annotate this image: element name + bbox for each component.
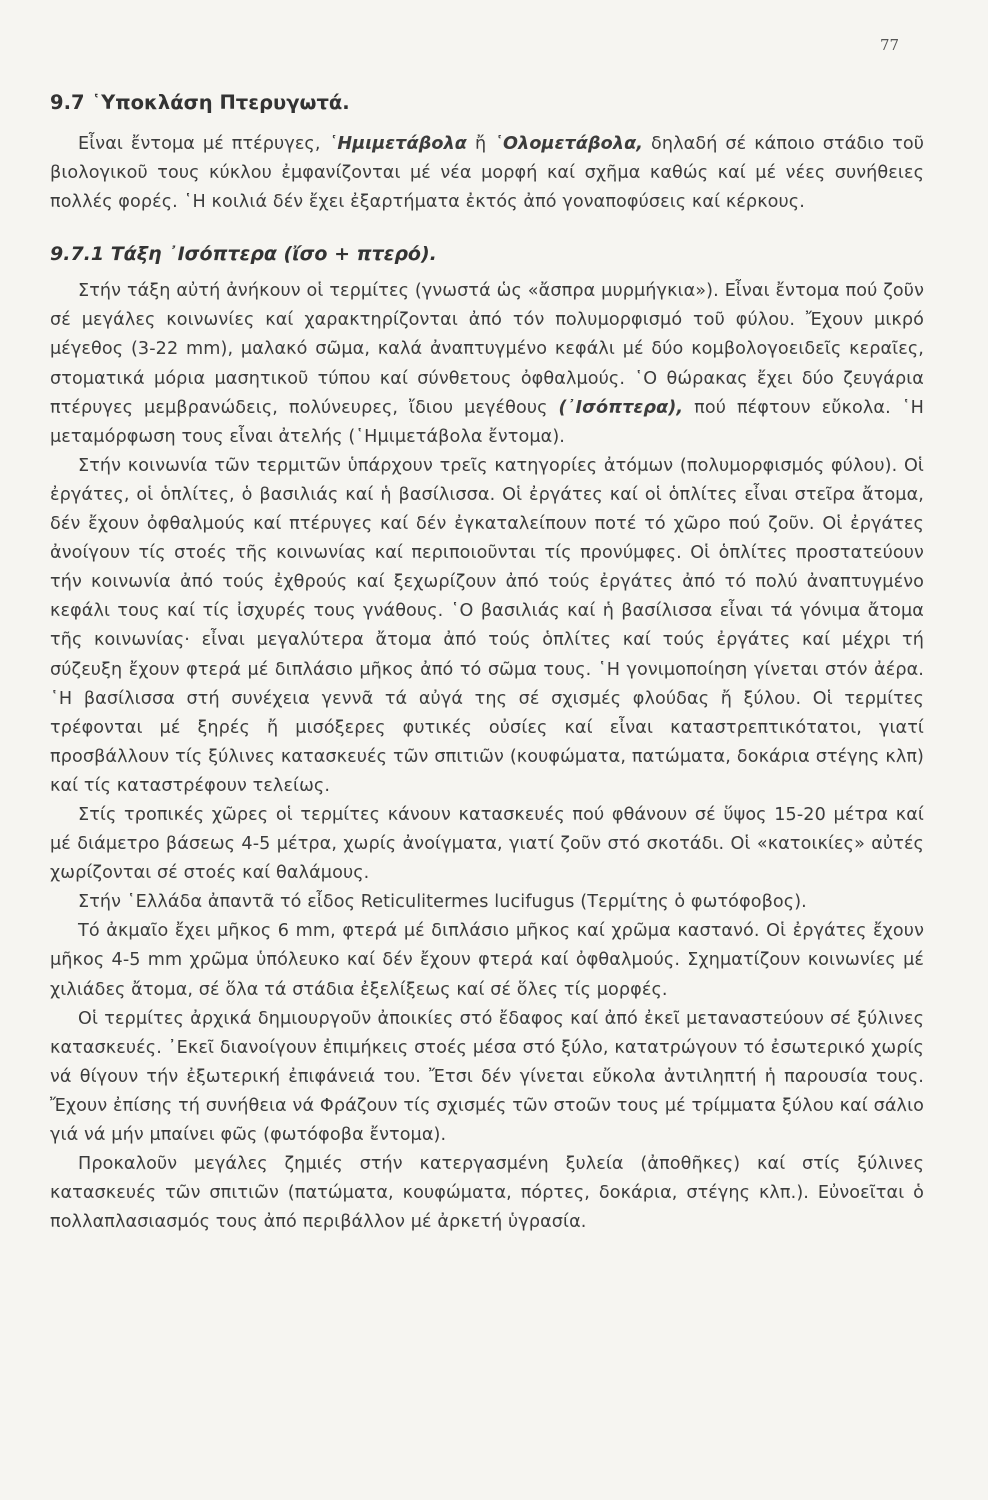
section-title: 9.7 ῾Υποκλάση Πτερυγωτά. [50, 91, 350, 114]
intro-paragraph [50, 130, 924, 217]
term-hemimetabola: ῾Ημιμετάβολα [328, 134, 467, 154]
paragraph-tropical: Στίς τροπικές χῶρες οἱ τερμίτες κάνουν κατασκευές πού φθάνουν σέ ὕψος 15-20 μέτρα καί μέ διάμετρο βάσεως 4-5 μέτρα, χωρίς ἀνοίγματα, γιατί ζοῦν στό σκοτάδι. Οἱ «κατοικίες» αὐτές χωρίζονται σέ στοές καί θαλάμους. [50, 804, 924, 884]
paragraph1-before: Στήν τάξη αὐτή ἀνήκουν οἱ τερμίτες (γνωστά ὡς «ἄσπρα μυρμήγκια»). Εἶναι ἔντομα πού ζοῦν σέ μεγάλες κοινωνίες καί χαρακτηρίζονται ἀπό τόν πολυμορφισμό τοῦ φύλου. Ἔχουν μικρό μέγεθος (3-22 mm), μαλακό σῶμα, καλά ἀναπτυγμένο κεφάλι μέ δύο κομβολογοειδεῖς κεραῖες, στοματικά μόρια μασητικοῦ τύπου καί σύνθετους ὀφθαλμούς. ῾Ο θώρακας ἔχει δύο ζευγάρια πτέρυγες μεμβρανώδεις, πολύνευρες, ἴδιου μεγέθους [50, 281, 924, 418]
paragraph-adult: Τό ἀκμαῖο ἔχει μῆκος 6 mm, φτερά μέ διπλάσιο μῆκος καί χρῶμα καστανό. Οἱ ἐργάτες ἔχουν μῆκος 4-5 mm χρῶμα ὑπόλευκο καί δέν ἔχουν φτερά καί ὀφθαλμούς. Σχηματίζουν κοινωνίες μέ χιλιάδες ἄτομα, σέ ὅλα τά στάδια ἐξελίξεως καί σέ ὅλες τίς μορφές. [50, 921, 924, 1000]
paragraph1-after: πού πέφτουν εὔκολα. ῾Η μεταμόρφωση τους εἶναι ἀτελής (῾Ημιμετάβολα ἔντομα). [50, 397, 924, 447]
page-content [50, 88, 924, 1237]
paragraph-society: Στήν κοινωνία τῶν τερμιτῶν ὑπάρχουν τρεῖς κατηγορίες ἀτόμων (πολυμορφισμός φύλου). Οἱ ἐργάτες, οἱ ὁπλίτες, ὁ βασιλιάς καί ἡ βασίλισσα. Οἱ ἐργάτες καί οἱ ὁπλίτες εἶναι στεῖρα ἄτομα, δέν ἔχουν ὀφθαλμούς καί πτέρυγες καί δέν ἐγκαταλείπουν ποτέ τό χῶρο πού ζοῦν. Οἱ ἐργάτες ἀνοίγουν τίς στοές τῆς κοινωνίας καί περιποιοῦνται τίς προνύμφες. Οἱ ὁπλίτες προστατεύουν τήν κοινωνία ἀπό τούς ἐχθρούς καί ξεχωρίζουν ἀπό τούς ἐργάτες ἀπό τό πολύ ἀναπτυγμένο κεφάλι τους καί τίς ἰσχυρές τους γνάθους. ῾Ο βασιλιάς καί ἡ βασίλισσα εἶναι τά γόνιμα ἄτομα τῆς κοινωνίας· εἶναι μεγαλύτερα ἄτομα ἀπό τούς ὁπλίτες καί τούς ἐργάτες καί μέχρι τή σύζευξη ἔχουν φτερά μέ διπλάσιο μῆκος ἀπό τό σῶμα τους. ῾Η γονιμοποίηση γίνεται στόν ἀέρα. ῾Η βασίλισσα στή συνέχεια γεννᾶ τά αὐγά της σέ σχισμές φλούδας ἤ ξύλου. Οἱ τερμίτες τρέφονται μέ ξηρές ἤ μισόξερες φυτικές οὐσίες καί εἶναι καταστρεπτικότατοι, γιατί προσβάλλουν τίς ξύλινες κατασκευές τῶν σπιτιῶν (κουφώματα, πατώματα, δοκάρια στέγης κλπ) καί τίς καταστρέφουν τελείως. [50, 455, 924, 796]
intro-text-mid: ἤ [467, 134, 495, 154]
page-number: 77 [880, 36, 900, 54]
term-holometabola: ῾Ολομετάβολα, [494, 134, 644, 154]
subsection-title: 9.7.1 Τάξη ᾿Ισόπτερα (ἴσο + πτερό). [50, 243, 437, 266]
intro-text-after: δηλαδή σέ κάποιο στάδιο τοῦ βιολογικοῦ τους κύκλου ἐμφανίζονται μέ νέα μορφή καί σχῆμα καθώς καί μέ νέες συνήθειες πολλές φορές. ῾Η κοιλιά δέν ἔχει ἐξαρτήματα ἐκτός ἀπό γοναποφύσεις καί κέρκους. [50, 134, 925, 213]
intro-text-before: Εἶναι ἔντομα μέ πτέρυγες, [78, 134, 329, 154]
paragraph-greece: Στήν ῾Ελλάδα ἀπαντᾶ τό εἶδος Reticulitermes lucifugus (Τερμίτης ὁ φωτόφοβος). [78, 892, 807, 913]
paragraph-damage: Προκαλοῦν μεγάλες ζημιές στήν κατεργασμένη ξυλεία (ἀποθῆκες) καί στίς ξύλινες κατασκευές τῶν σπιτιῶν (πατώματα, κουφώματα, πόρτες, δοκάρια, στέγης κλπ.). Εὐνοεῖται ὁ πολλαπλασιασμός τους ἀπό περιβάλλον μέ ἀρκετή ὑγρασία. [50, 1154, 924, 1233]
term-isoptera: (᾿Ισόπτερα), [558, 397, 684, 418]
paragraph-colonies: Οἱ τερμίτες ἀρχικά δημιουργοῦν ἀποικίες στό ἔδαφος καί ἀπό ἐκεῖ μεταναστεύουν σέ ξύλινες κατασκευές. ᾿Εκεῖ διανοίγουν ἐπιμήκεις στοές μέσα στό ξύλο, κατατρώγουν τό ἐσωτερικό χωρίς νά θίγουν τήν ἐξωτερική ἐπιφάνειά του. Ἔτσι δέν γίνεται εὔκολα ἀντιληπτή ἡ παρουσία τους. Ἔχουν ἐπίσης τή συνήθεια νά Φράζουν τίς σχισμές τῶν στοῶν τους μέ τρίμματα ξύλου καί σάλιο γιά νά μήν μπαίνει φῶς (φωτόφοβα ἔντομα). [50, 1008, 924, 1145]
paragraph-termites-intro [50, 277, 924, 452]
